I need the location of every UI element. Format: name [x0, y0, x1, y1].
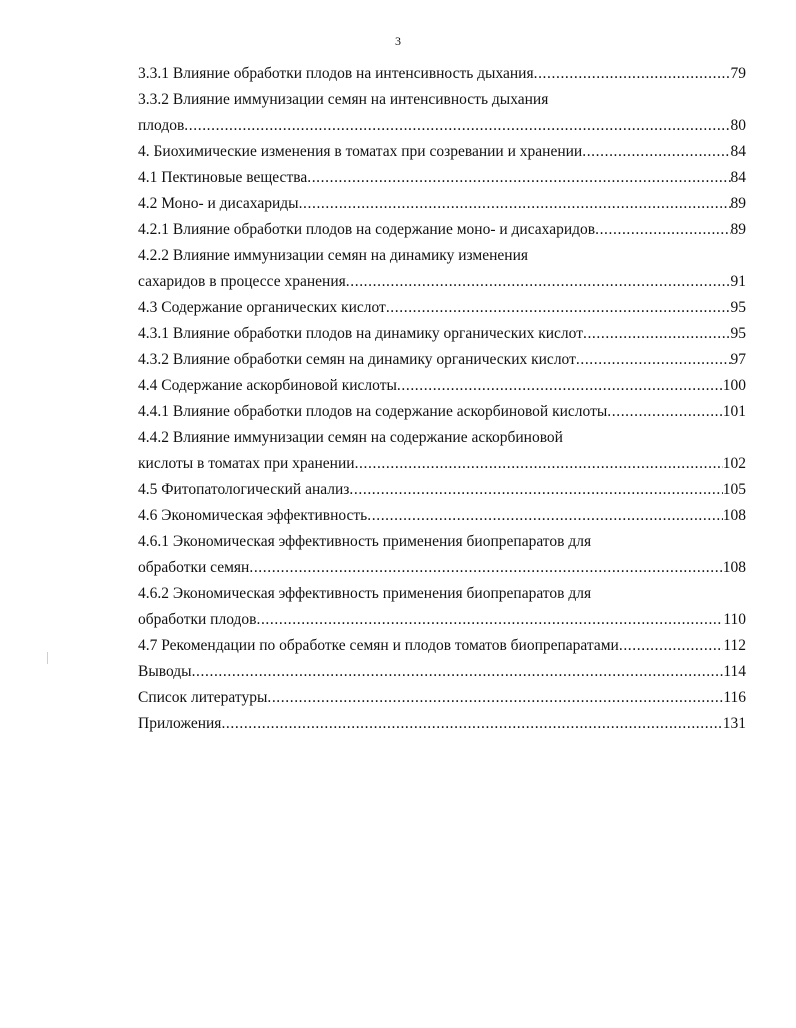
toc-dot-leader — [349, 477, 722, 503]
toc-entry-title: Приложения — [138, 715, 222, 732]
toc-entry-line — [138, 321, 746, 347]
toc-entry-title: 4.2.1 Влияние обработки плодов на содержание моно- и дисахаридов — [138, 221, 596, 238]
toc-entry-title: 3.3.2 Влияние иммунизации семян на интенсивность дыхания — [138, 91, 549, 108]
toc-entry-title: 4.1 Пектиновые вещества — [138, 169, 308, 186]
toc-entry-line — [138, 113, 746, 139]
toc-entry-line — [138, 477, 746, 503]
toc-dot-leader — [221, 711, 722, 737]
toc-entry-line — [138, 191, 746, 217]
toc-entry — [138, 659, 746, 685]
toc-entry — [138, 165, 746, 191]
toc-page-number: 80 — [730, 117, 746, 134]
toc-entry-title: Список литературы — [138, 689, 268, 706]
toc-entry-title: 4.3 Содержание органических кислот — [138, 299, 386, 316]
toc-dot-leader — [386, 295, 731, 321]
toc-entry — [138, 61, 746, 87]
toc-dot-leader — [355, 451, 723, 477]
toc-entry-title: кислоты в томатах при хранении — [138, 455, 355, 472]
toc-dot-leader — [184, 113, 730, 139]
toc-entry — [138, 243, 746, 295]
toc-entry — [138, 191, 746, 217]
toc-entry-title: обработки семян — [138, 559, 250, 576]
toc-dot-leader — [256, 607, 723, 633]
toc-entry-title: 4.6.2 Экономическая эффективность применения биопрепаратов для — [138, 585, 592, 602]
toc-entry-line — [138, 607, 746, 633]
toc-entry — [138, 633, 746, 659]
toc-entry-line — [138, 399, 746, 425]
toc-page-number: 108 — [722, 559, 746, 576]
toc-page-number: 112 — [723, 637, 746, 654]
toc-entry-line — [138, 373, 746, 399]
toc-entry-title: 4.4 Содержание аскорбиновой кислоты — [138, 377, 397, 394]
toc-dot-leader — [576, 347, 731, 373]
toc-entry-line-continued — [138, 529, 746, 555]
toc-page-number: 95 — [730, 299, 746, 316]
toc-entry-line — [138, 217, 746, 243]
toc-entry-line-continued — [138, 87, 746, 113]
toc-page-number: 101 — [722, 403, 746, 420]
toc-page-number: 105 — [722, 481, 746, 498]
table-of-contents — [138, 61, 746, 737]
toc-dot-leader — [367, 503, 722, 529]
toc-entry — [138, 347, 746, 373]
toc-page-number: 108 — [722, 507, 746, 524]
toc-page-number: 97 — [730, 351, 746, 368]
toc-entry-line — [138, 685, 746, 711]
toc-entry — [138, 477, 746, 503]
toc-dot-leader — [192, 659, 724, 685]
toc-dot-leader — [299, 191, 731, 217]
toc-entry-title: 4. Биохимические изменения в томатах при созревании и хранении — [138, 143, 583, 160]
toc-entry — [138, 581, 746, 633]
toc-entry-line — [138, 61, 746, 87]
toc-dot-leader — [307, 165, 730, 191]
toc-entry-line — [138, 295, 746, 321]
toc-dot-leader — [249, 555, 722, 581]
toc-entry-title: сахаридов в процессе хранения — [138, 273, 346, 290]
toc-entry-line — [138, 711, 746, 737]
toc-entry — [138, 373, 746, 399]
toc-page-number: 84 — [730, 143, 746, 160]
toc-entry-line — [138, 165, 746, 191]
toc-page-number: 116 — [723, 689, 746, 706]
toc-entry-title: 4.6.1 Экономическая эффективность применения биопрепаратов для — [138, 533, 592, 550]
toc-entry — [138, 139, 746, 165]
toc-entry-line — [138, 269, 746, 295]
toc-dot-leader — [267, 685, 723, 711]
toc-entry-line — [138, 555, 746, 581]
toc-dot-leader — [595, 217, 730, 243]
toc-dot-leader — [607, 399, 722, 425]
toc-entry-title: 4.3.1 Влияние обработки плодов на динамику органических кислот — [138, 325, 583, 342]
toc-entry-title: 4.7 Рекомендации по обработке семян и плодов томатов биопрепаратами — [138, 637, 619, 654]
toc-page-number: 114 — [723, 663, 746, 680]
toc-entry-title: 4.2.2 Влияние иммунизации семян на динамику изменения — [138, 247, 529, 264]
toc-dot-leader — [619, 633, 723, 659]
toc-entry-title: 4.6 Экономическая эффективность — [138, 507, 368, 524]
toc-page-number: 100 — [722, 377, 746, 394]
toc-entry-title: 4.3.2 Влияние обработки семян на динамику органических кислот — [138, 351, 576, 368]
toc-page-number: 89 — [730, 195, 746, 212]
toc-dot-leader — [346, 269, 731, 295]
toc-page-number: 95 — [730, 325, 746, 342]
toc-entry-title: обработки плодов — [138, 611, 257, 628]
toc-entry — [138, 87, 746, 139]
toc-dot-leader — [582, 139, 730, 165]
toc-dot-leader — [534, 61, 731, 87]
toc-entry — [138, 217, 746, 243]
toc-entry-title: плодов — [138, 117, 185, 134]
toc-entry — [138, 685, 746, 711]
toc-entry — [138, 399, 746, 425]
toc-page-number: 89 — [730, 221, 746, 238]
scan-mark — [47, 652, 48, 664]
page-number: 3 — [395, 34, 401, 48]
toc-page-number: 102 — [722, 455, 746, 472]
toc-entry-line — [138, 633, 746, 659]
toc-entry-line-continued — [138, 581, 746, 607]
toc-entry — [138, 321, 746, 347]
toc-entry — [138, 425, 746, 477]
toc-entry-line — [138, 503, 746, 529]
toc-entry — [138, 503, 746, 529]
toc-entry-title: 4.4.2 Влияние иммунизации семян на содержание аскорбиновой — [138, 429, 563, 446]
toc-entry-title: 4.4.1 Влияние обработки плодов на содержание аскорбиновой кислоты — [138, 403, 608, 420]
toc-entry — [138, 295, 746, 321]
toc-page-number: 110 — [723, 611, 746, 628]
toc-entry-line-continued — [138, 425, 746, 451]
toc-entry-title: Выводы — [138, 663, 192, 680]
toc-entry-title: 3.3.1 Влияние обработки плодов на интенсивность дыхания — [138, 65, 534, 82]
toc-entry — [138, 711, 746, 737]
toc-entry-line-continued — [138, 243, 746, 269]
toc-page-number: 84 — [730, 169, 746, 186]
toc-page-number: 79 — [730, 65, 746, 82]
toc-entry-title: 4.5 Фитопатологический анализ — [138, 481, 350, 498]
toc-entry-line — [138, 139, 746, 165]
toc-page-number: 131 — [722, 715, 746, 732]
toc-entry-line — [138, 451, 746, 477]
toc-entry-line — [138, 659, 746, 685]
toc-entry-line — [138, 347, 746, 373]
toc-dot-leader — [397, 373, 723, 399]
toc-dot-leader — [583, 321, 731, 347]
toc-page-number: 91 — [730, 273, 746, 290]
toc-entry — [138, 529, 746, 581]
toc-entry-title: 4.2 Моно- и дисахариды — [138, 195, 299, 212]
